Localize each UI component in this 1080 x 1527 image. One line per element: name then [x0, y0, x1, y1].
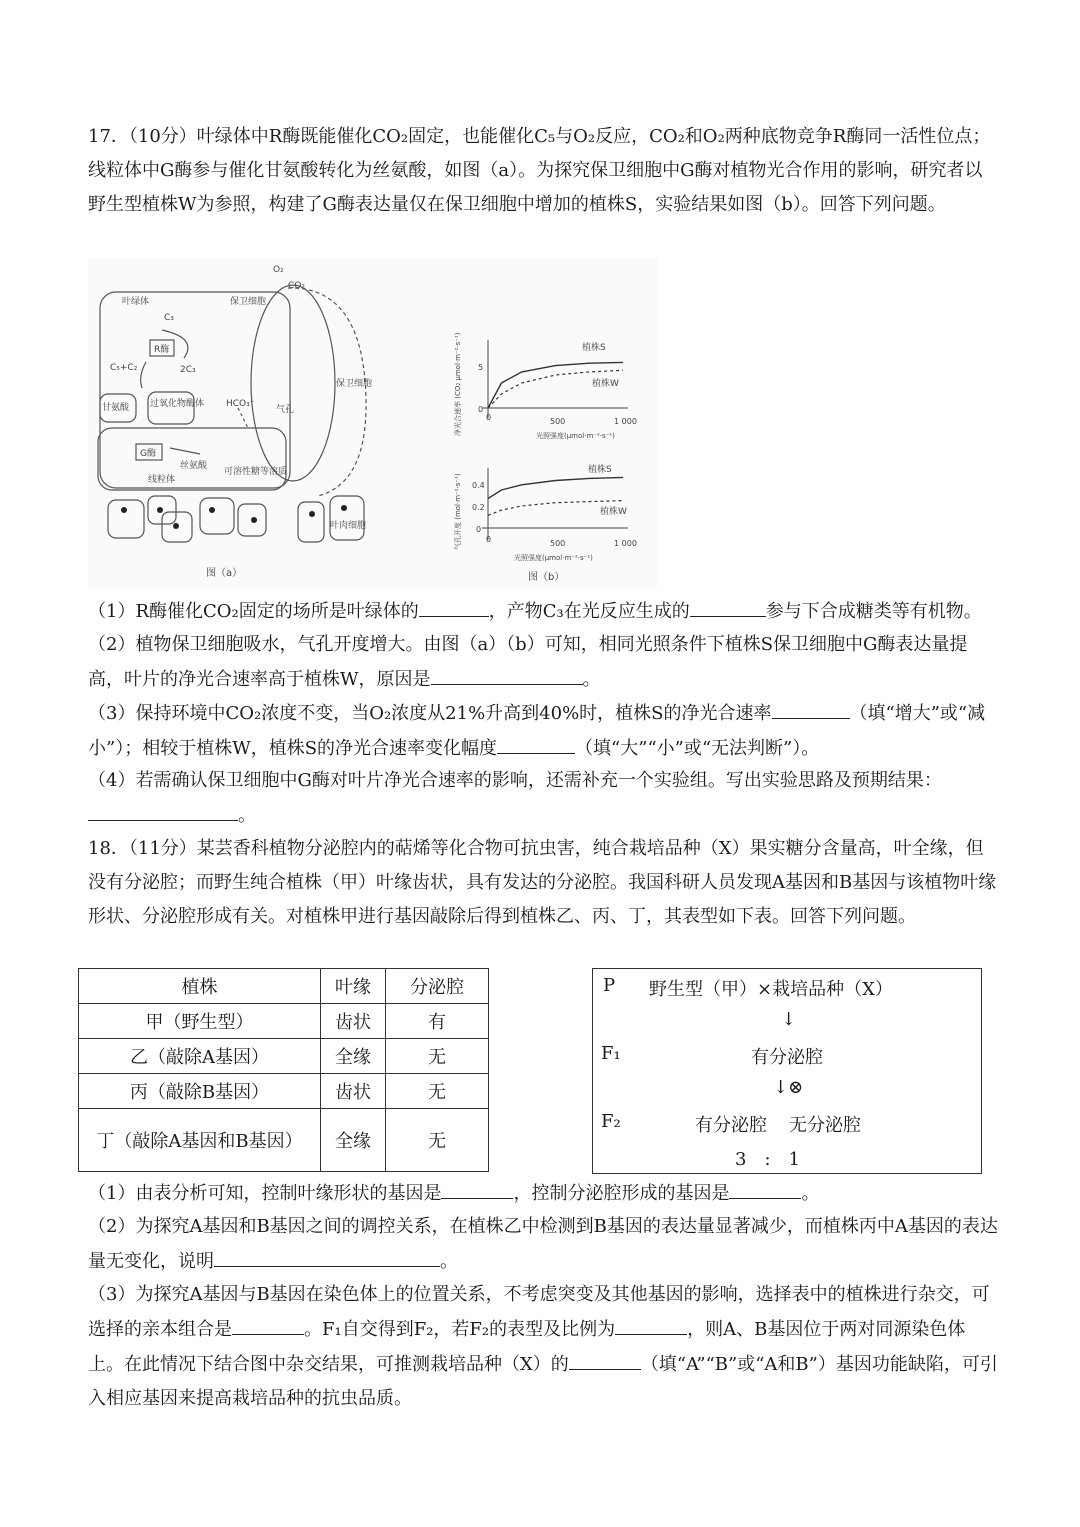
chart2-ytick-0: 0 [476, 525, 482, 534]
table-header-secretory-cavity: 分泌腔 [386, 969, 489, 1004]
cross-f2-with-cavity: 有分泌腔 [695, 1115, 767, 1136]
cross-f2-ratio: 3 : 1 [735, 1149, 800, 1170]
fig-a-label-peroxisome: 过氧化物酶体 [150, 399, 205, 409]
q17-sub4 [88, 764, 998, 833]
q18-3-text-c: ，则A、B基因位于两对同源染色体上。在此情况下结合图中杂交结果，可推测栽培品种（X）的 [88, 1319, 966, 1375]
chart1-legend-w: 植株W [592, 379, 619, 389]
fig-a-label-guard-cell-side: 保卫细胞 [336, 379, 373, 389]
chart-net-photosynthesis [453, 332, 637, 440]
q17-1-blank-2[interactable] [690, 594, 766, 617]
chart2-xlabel: 光照强度(μmol·m⁻²·s⁻¹) [514, 554, 593, 562]
guard-cell-outline [288, 288, 366, 496]
q18-3-blank-3[interactable] [569, 1347, 641, 1370]
table-header-leaf-margin: 叶缘 [321, 969, 386, 1004]
fig-a-label-solutes: 可溶性糖等溶质 [224, 467, 288, 477]
q18-2-text-a: （2）为探究A基因和B基因之间的调控关系，在植株乙中检测到B基因的表达量显著减少，而植株丙中A基因的表达量无变化，说明 [88, 1216, 998, 1272]
chart2-legend-s: 植株S [588, 465, 612, 475]
q18-1-text-a: （1）由表分析可知，控制叶缘形状的基因是 [88, 1183, 442, 1204]
q17-3-blank-1[interactable] [772, 696, 850, 719]
fig-a-label-mitochondrion: 线粒体 [148, 475, 176, 485]
table-cell: 有 [386, 1004, 489, 1039]
q17-2-text-b: 。 [582, 669, 601, 690]
table-cell: 无 [386, 1109, 489, 1172]
fig-a-label-glycine-1: 甘氨酸 [102, 403, 130, 413]
figure-a-diagram [98, 285, 366, 542]
cross-arrow-selfing: ↓⊗ [773, 1077, 804, 1098]
q17-3-text-b: （填“增大”或“减小”）；相较于植株W，植株S的净光合速率变化幅度 [88, 703, 986, 759]
q18-2-blank[interactable] [214, 1244, 440, 1267]
q18-sub1 [88, 1176, 998, 1211]
chart-stomatal-conductance [453, 463, 637, 583]
table-cell: 齿状 [321, 1004, 386, 1039]
chart1-ytick-0: 0 [478, 405, 484, 414]
table-cell: 乙（敲除A基因） [79, 1039, 321, 1074]
q18-sub3 [88, 1278, 998, 1416]
q17-1-text-c: 参与下合成糖类等有机物。 [765, 601, 982, 622]
table-cell: 丁（敲除A基因和B基因） [79, 1109, 321, 1172]
stoma-guard-cell [251, 285, 335, 481]
chart2-legend-w: 植株W [600, 507, 627, 517]
fig-a-label-serine: 丝氨酸 [180, 461, 208, 471]
table-cell: 全缘 [321, 1109, 386, 1172]
fig-a-label-chloroplast: 叶绿体 [122, 297, 150, 307]
q18-3-blank-2[interactable] [615, 1312, 687, 1335]
chart2-xtick-1000: 1 000 [614, 539, 637, 548]
q18-phenotype-table [78, 968, 489, 1172]
chart2-ylabel: 气孔开度 (mol·m⁻²·s⁻¹) [454, 473, 462, 550]
q18-3-text-d: （填“A”“B”或“A和B”）基因功能缺陷，可引入相应基因来提高栽培品种的抗虫品质。 [88, 1354, 998, 1409]
q18-1-text-b: ，控制分泌腔形成的基因是 [513, 1183, 730, 1204]
q17-4-blank[interactable] [88, 798, 238, 821]
cross-f2-label: F₂ [601, 1111, 621, 1132]
cross-f2-without-cavity: 无分泌腔 [789, 1115, 861, 1136]
q17-intro: 17．（10分）叶绿体中R酶既能催化CO₂固定，也能催化C₅与O₂反应，CO₂和O₂两种底物竞争R酶同一活性位点；线粒体中G酶参与催化甘氨酸转化为丝氨酸，如图（a）。为探究保卫细胞中G酶对植物光合作用的影响，研究者以野生型植株W为参照，构建了G酶表达量仅在保卫细胞中增加的植株S，实验结果如图（b）。回答下列问题。 [88, 126, 991, 215]
table-cell: 全缘 [321, 1039, 386, 1074]
chart2-xtick-500: 500 [550, 539, 566, 548]
fig-a-caption: 图（a） [206, 568, 243, 579]
table-cell: 丙（敲除B基因） [79, 1074, 321, 1109]
arrow-c [141, 362, 146, 388]
fig-a-label-guard-cell-top: 保卫细胞 [230, 297, 267, 307]
q17-3-text-a: （3）保持环境中CO₂浓度不变，当O₂浓度从21%升高到40%时，植株S的净光合速率 [88, 703, 772, 724]
q18-2-text-b: 。 [440, 1251, 458, 1272]
q17-figure [88, 258, 658, 588]
table-cell: 齿状 [321, 1074, 386, 1109]
fig-a-label-g-enzyme: G酶 [140, 449, 156, 459]
chloroplast-outline [100, 292, 290, 488]
chart1-ylabel: 净光合速率 (CO₂ μmol·m⁻²·s⁻¹) [454, 332, 462, 436]
q17-sub1 [88, 594, 998, 629]
table-row [79, 1109, 489, 1172]
cross-arrow-1: ↓ [781, 1009, 797, 1030]
q17-3-blank-2[interactable] [497, 731, 575, 754]
q17-3-text-c: （填“大”“小”或“无法判断”）。 [575, 738, 820, 759]
cross-f1-text: 有分泌腔 [751, 1047, 823, 1068]
q18-1-blank-1[interactable] [441, 1176, 513, 1199]
fig-a-label-hco3: HCO₃⁻ [226, 399, 255, 409]
table-cell: 甲（野生型） [79, 1004, 321, 1039]
q17-4-text-b: 。 [238, 805, 256, 826]
chart2-ytick-02: 0.2 [472, 503, 485, 512]
fig-a-label-2c3: 2C₃ [180, 365, 196, 375]
q17-1-blank-1[interactable] [419, 594, 489, 617]
q18-3-text-b: 。F₁自交得到F₂，若F₂的表型及比例为 [304, 1319, 616, 1340]
fig-a-label-mesophyll: 叶肉细胞 [330, 521, 367, 531]
chart1-series-w-line [488, 370, 623, 408]
q17-2-blank[interactable] [431, 662, 583, 685]
chart2-series-s-line [488, 477, 623, 498]
table-header-plant: 植株 [79, 969, 321, 1004]
cross-p-label: P [603, 975, 616, 996]
q17-1-text-a: （1）R酶催化CO₂固定的场所是叶绿体的 [88, 601, 419, 622]
chart2-ytick-04: 0.4 [472, 481, 485, 490]
chart1-ytick-5: 5 [478, 363, 484, 372]
fig-a-label-o2: O₂ [273, 265, 284, 275]
q17-1-text-b: ，产物C₃在光反应生成的 [488, 601, 690, 622]
table-row [79, 1039, 489, 1074]
table-row [79, 1004, 489, 1039]
arrow-g [170, 448, 200, 454]
q18-intro: 18．（11分）某芸香科植物分泌腔内的萜烯等化合物可抗虫害，纯合栽培品种（X）果实糖分含量高，叶全缘，但没有分泌腔；而野生纯合植株（甲）叶缘齿状，具有发达的分泌腔。我国科研人员发现A基因和B基因与该植物叶缘形状、分泌腔形成有关。对植株甲进行基因敲除后得到植株乙、丙、丁，其表型如下表。回答下列问题。 [88, 838, 997, 927]
fig-b-caption: 图（b） [528, 572, 565, 583]
q17-4-text-a: （4）若需确认保卫细胞中G酶对叶片净光合速率的影响，还需补充一个实验组。写出实验思路及预期结果： [88, 770, 942, 791]
q17-sub2 [88, 628, 998, 697]
q18-cross-diagram [592, 968, 982, 1174]
chart1-xtick-0: 0 [486, 413, 492, 422]
table-header-row [79, 969, 489, 1004]
q18-1-blank-2[interactable] [729, 1176, 801, 1199]
q18-3-text-a: （3）为探究A基因与B基因在染色体上的位置关系，不考虑突变及其他基因的影响，选择表中的植株进行杂交，可选择的亲本组合是 [88, 1284, 990, 1340]
fig-a-label-r-enzyme: R酶 [154, 345, 170, 355]
fig-a-label-stoma: 气孔 [276, 405, 295, 415]
q17-sub3 [88, 696, 998, 766]
chart1-xtick-500: 500 [550, 417, 566, 426]
table-cell: 无 [386, 1074, 489, 1109]
mesophyll-cells [108, 496, 367, 542]
chart1-xlabel: 光照强度(μmol·m⁻²·s⁻¹) [536, 432, 615, 440]
fig-a-label-c3: C₃ [164, 313, 174, 323]
q17-figure-svg [88, 258, 658, 588]
fig-a-label-co2: CO₂ [288, 281, 305, 291]
q18-1-text-c: 。 [801, 1183, 820, 1204]
cross-f1-label: F₁ [601, 1043, 621, 1064]
table-row [79, 1074, 489, 1109]
table-cell: 无 [386, 1039, 489, 1074]
fig-a-label-c5c2: C₅+C₂ [110, 363, 138, 373]
q17-2-text-a: （2）植物保卫细胞吸水，气孔开度增大。由图（a）（b）可知，相同光照条件下植株S保卫细胞中G酶表达量提高，叶片的净光合速率高于植株W，原因是 [88, 634, 968, 690]
chart1-legend-s: 植株S [582, 343, 606, 353]
cross-p-text: 野生型（甲）×栽培品种（X） [649, 979, 893, 1000]
q18-3-blank-1[interactable] [232, 1312, 304, 1335]
chart2-xtick-0: 0 [486, 535, 492, 544]
chart1-xtick-1000: 1 000 [614, 417, 637, 426]
q18-sub2 [88, 1210, 998, 1279]
arrow-hco3 [238, 408, 248, 428]
